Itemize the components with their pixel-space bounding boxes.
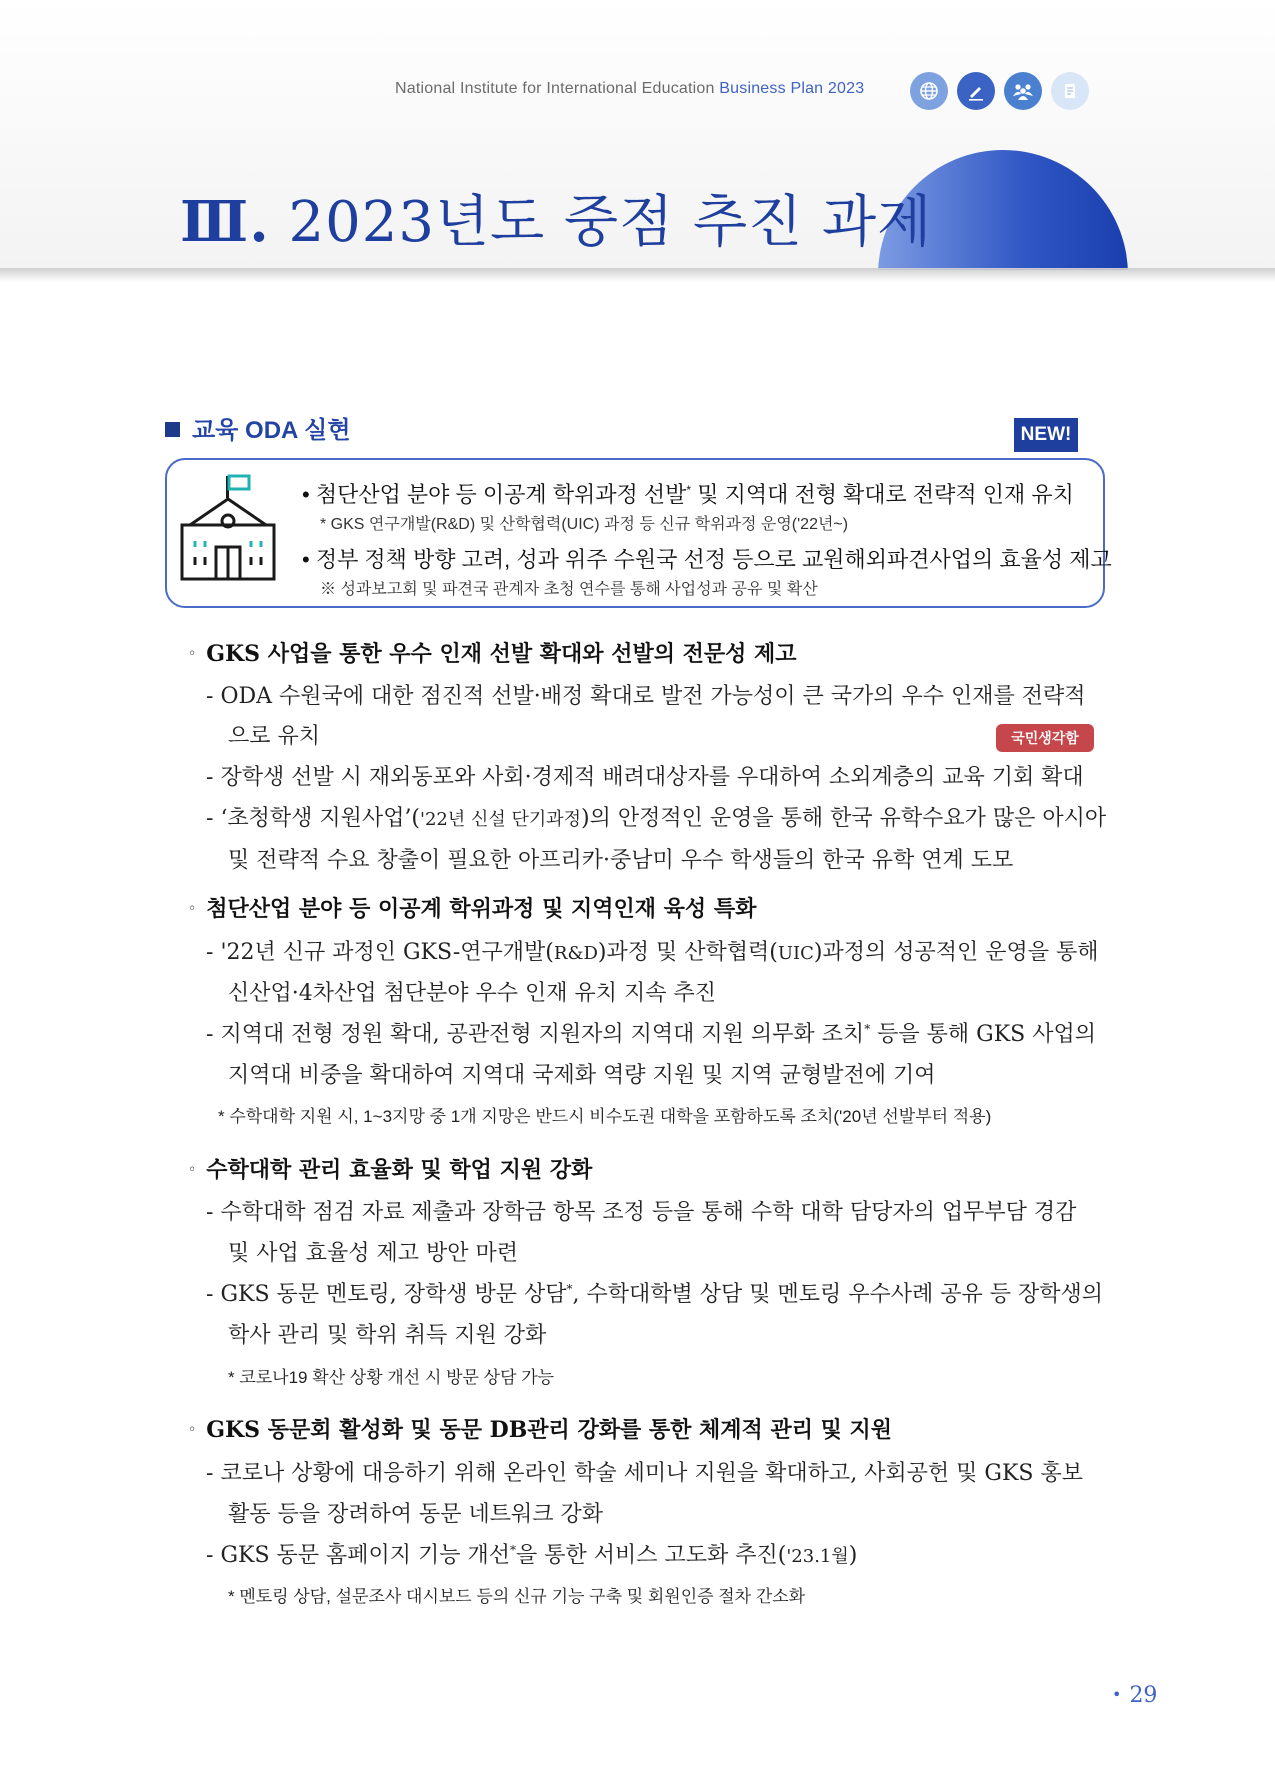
circle-bullet-icon: ◦ xyxy=(188,901,197,917)
b2-footnote: * 수학대학 지원 시, 1~3지망 중 1개 지망은 반드시 비수도권 대학을 포함하도록 조치('20년 선발부터 적용) xyxy=(218,1107,992,1126)
b1-item-2 xyxy=(206,760,1084,791)
school-building-icon xyxy=(178,473,278,589)
dash-bullet: - xyxy=(206,1200,214,1225)
b2-item-1-text-a: '22년 신규 과정인 GKS-연구개발( xyxy=(220,940,554,965)
b3-item-2-cont: 학사 관리 및 학위 취득 지원 강화 xyxy=(228,1323,547,1348)
bullet-heading-1-text: GKS 사업을 통한 우수 인재 선발 확대와 선발의 전문성 제고 xyxy=(206,641,797,667)
b1-item-3-cont: 및 전략적 수요 창출이 필요한 아프리카·중남미 우수 학생들의 한국 유학 연계 도모 xyxy=(228,848,1014,873)
dash-bullet: - xyxy=(206,1543,214,1568)
arc-mask xyxy=(870,270,1140,410)
b3-item-1 xyxy=(206,1195,1076,1226)
b1-item-3-text-a: ‘초청학생 지원사업’( xyxy=(220,806,421,831)
b1-item-2-text: 장학생 선발 시 재외동포와 사회·경제적 배려대상자를 우대하여 소외계층의 교육 기회 확대 xyxy=(220,765,1084,790)
b4-item-2-text-c: ) xyxy=(848,1543,858,1568)
b4-item-2-text-a: GKS 동문 홈페이지 기능 개선 xyxy=(220,1543,511,1568)
citizen-idea-badge: 국민생각함 xyxy=(996,724,1094,752)
circle-bullet-icon: ◦ xyxy=(188,1422,197,1438)
running-head-org: National Institute for International Education xyxy=(395,80,715,97)
summary-line-1-text: • 첨단산업 분야 등 이공계 학위과정 선발 xyxy=(302,482,687,507)
b4-item-1-text: 코로나 상황에 대응하기 위해 온라인 학술 세미나 지원을 확대하고, 사회공헌 및 GKS 홍보 xyxy=(220,1461,1084,1486)
b1-item-3-text-b: )의 안정적인 운영을 통해 한국 유학수요가 많은 아시아 xyxy=(581,806,1107,831)
b2-item-1-text-b: )과정 및 산학협력( xyxy=(597,940,778,965)
b2-item-1-rd: R&D xyxy=(553,943,598,964)
bullet-heading-3 xyxy=(188,1153,592,1184)
globe-icon xyxy=(910,72,948,110)
b1-item-3-small: '22년 신설 단기과정 xyxy=(420,809,582,830)
b4-footnote: * 멘토링 상담, 설문조사 대시보드 등의 신규 기능 구축 및 회원인증 절차 간소화 xyxy=(228,1587,806,1606)
section-title-text: 교육 ODA 실현 xyxy=(192,417,351,444)
page-number xyxy=(1112,1683,1157,1708)
header-shadow xyxy=(0,268,1275,282)
chapter-number: Ⅲ. xyxy=(180,189,270,255)
b2-item-1-uic: UIC xyxy=(777,943,814,964)
people-icon xyxy=(1004,72,1042,110)
chapter-heading: 2023년도 중점 추진 과제 xyxy=(288,190,933,255)
b1-item-1-text: ODA 수원국에 대한 점진적 선발·배정 확대로 발전 가능성이 큰 국가의 우수 인재를 전략적 xyxy=(220,684,1086,709)
b3-footnote: * 코로나19 확산 상황 개선 시 방문 상담 가능 xyxy=(228,1368,555,1387)
b2-item-2-cont: 지역대 비중을 확대하여 지역대 국제화 역량 지원 및 지역 균형발전에 기여 xyxy=(228,1063,936,1088)
b1-item-1 xyxy=(206,679,1085,710)
bullet-heading-3-text: 수학대학 관리 효율화 및 학업 지원 강화 xyxy=(206,1157,593,1183)
footnote-mark: * xyxy=(566,1282,573,1296)
b2-item-2-text-a: 지역대 전형 정원 확대, 공관전형 지원자의 지역대 지원 의무화 조치 xyxy=(220,1022,865,1047)
b2-item-2 xyxy=(206,1017,1096,1048)
bullet-heading-2-text: 첨단산업 분야 등 이공계 학위과정 및 지역인재 육성 특화 xyxy=(206,896,757,922)
circle-bullet-icon: ◦ xyxy=(188,646,197,662)
summary-line-1-tail: 및 지역대 전형 확대로 전략적 인재 유치 xyxy=(691,482,1074,507)
summary-line-2: * GKS 연구개발(R&D) 및 산학협력(UIC) 과정 등 신규 학위과정 운영('22년~) xyxy=(320,516,849,533)
dash-bullet: - xyxy=(206,806,214,831)
dash-bullet: - xyxy=(206,684,214,709)
b1-item-3 xyxy=(206,801,1106,832)
b1-item-1-cont: 으로 유치 xyxy=(228,724,321,749)
header-icons xyxy=(910,72,1089,110)
summary-line-1 xyxy=(302,478,1074,509)
b4-item-1-cont: 활동 등을 장려하여 동문 네트워크 강화 xyxy=(228,1502,603,1527)
new-badge: NEW! xyxy=(1014,418,1078,452)
footnote-mark: * xyxy=(864,1022,871,1036)
b4-item-1 xyxy=(206,1456,1083,1487)
dash-bullet: - xyxy=(206,940,214,965)
b2-item-1 xyxy=(206,935,1098,966)
summary-line-3: • 정부 정책 방향 고려, 성과 위주 수원국 선정 등으로 교원해외파견사업의 효율성 제고 xyxy=(302,547,1112,572)
dash-bullet: - xyxy=(206,1022,214,1047)
b4-item-2-date: '23.1월 xyxy=(786,1546,849,1567)
b4-item-2 xyxy=(206,1538,857,1569)
square-bullet-icon xyxy=(165,422,180,437)
b3-item-1-text: 수학대학 점검 자료 제출과 장학금 항목 조정 등을 통해 수학 대학 담당자의 업무부담 경감 xyxy=(220,1200,1077,1225)
b3-item-2-text-b: , 수학대학별 상담 및 멘토링 우수사례 공유 등 장학생의 xyxy=(572,1282,1103,1307)
pen-icon xyxy=(957,72,995,110)
running-head-plan: Business Plan 2023 xyxy=(719,80,865,97)
b3-item-1-cont: 및 사업 효율성 제고 방안 마련 xyxy=(228,1241,518,1266)
section-title xyxy=(165,410,351,445)
dash-bullet: - xyxy=(206,765,214,790)
bullet-heading-4-text: GKS 동문회 활성화 및 동문 DB관리 강화를 통한 체계적 관리 및 지원 xyxy=(206,1417,893,1443)
summary-line-4: ※ 성과보고회 및 파견국 관계자 초청 연수를 통해 사업성과 공유 및 확산 xyxy=(320,581,818,598)
bullet-heading-4 xyxy=(188,1413,892,1444)
dash-bullet: - xyxy=(206,1282,214,1307)
b2-item-1-text-c: )과정의 성공적인 운영을 통해 xyxy=(813,940,1099,965)
b2-item-2-text-b: 등을 통해 GKS 사업의 xyxy=(870,1022,1097,1047)
footnote-mark: * xyxy=(510,1543,517,1557)
b3-item-2-text-a: GKS 동문 멘토링, 장학생 방문 상담 xyxy=(220,1282,567,1307)
b3-item-2 xyxy=(206,1277,1103,1308)
running-head xyxy=(395,80,864,98)
b4-item-2-text-b: 을 통한 서비스 고도화 추진( xyxy=(516,1543,787,1568)
footnote-mark: * xyxy=(686,483,692,497)
chapter-title xyxy=(180,178,932,258)
circle-bullet-icon: ◦ xyxy=(188,1162,197,1178)
dash-bullet: - xyxy=(206,1461,214,1486)
page-bullet: • xyxy=(1112,1685,1122,1704)
b2-item-1-cont: 신산업·4차산업 첨단분야 우수 인재 유치 지속 추진 xyxy=(228,981,716,1006)
page-number-text: 29 xyxy=(1129,1683,1158,1708)
document-icon xyxy=(1051,72,1089,110)
bullet-heading-1 xyxy=(188,637,797,668)
bullet-heading-2 xyxy=(188,892,756,923)
